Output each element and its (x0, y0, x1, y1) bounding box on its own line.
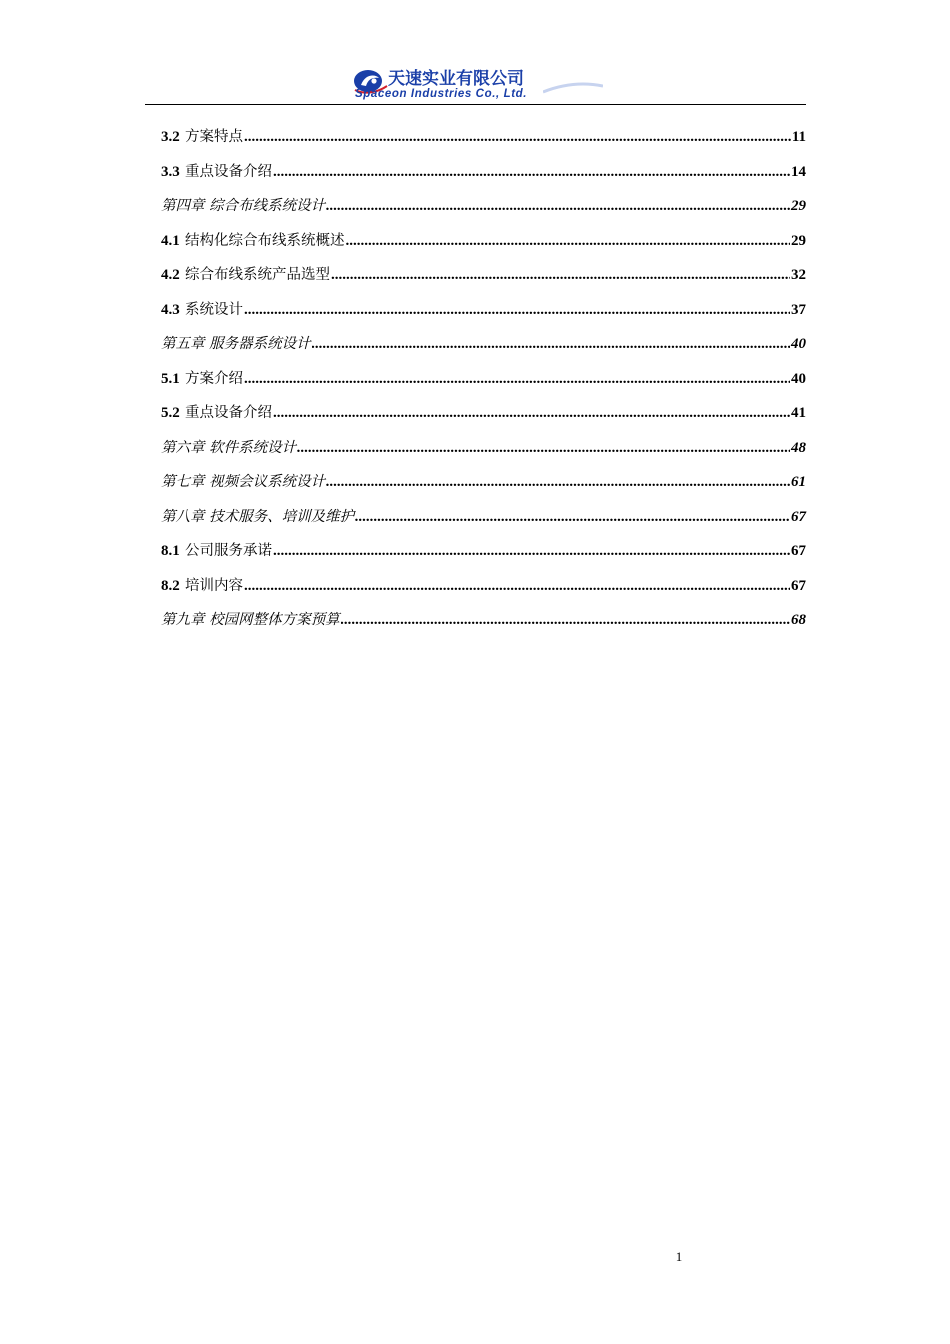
toc-dot-leader (273, 160, 790, 184)
toc-entry-number: 4.1 (161, 232, 180, 249)
toc-entry-label: 方案介绍 (184, 370, 243, 387)
toc-entry-title (161, 297, 243, 322)
toc-entry-page: 48 (791, 439, 806, 456)
toc-entry[interactable] (161, 607, 806, 642)
logo-chinese-name: 天速实业有限公司 (388, 69, 524, 89)
toc-entry-number: 8.1 (161, 543, 180, 559)
toc-entry-title (161, 262, 330, 287)
toc-entry-page: 37 (791, 301, 806, 318)
toc-entry-title (161, 400, 272, 425)
toc-dot-leader (297, 436, 790, 460)
toc-entry-page: 32 (791, 267, 806, 283)
header-divider (145, 104, 806, 105)
toc-entry-label: 第九章 校园网整体方案预算 (161, 612, 340, 628)
toc-entry-title (161, 469, 325, 494)
toc-entry-label: 重点设备介绍 (184, 405, 272, 421)
toc-dot-leader (326, 470, 790, 494)
toc-entry[interactable] (161, 366, 806, 401)
toc-entry-number: 4.3 (161, 301, 180, 318)
toc-entry[interactable] (161, 504, 806, 539)
logo-english-name: Spaceon Industries Co., Ltd. (355, 88, 528, 100)
toc-entry-title (161, 228, 344, 253)
toc-entry-title (161, 331, 311, 356)
toc-entry[interactable] (161, 435, 806, 470)
toc-entry-page: 67 (791, 508, 806, 525)
toc-entry-label: 系统设计 (184, 301, 243, 318)
toc-entry[interactable] (161, 193, 806, 228)
toc-entry-title (161, 607, 340, 632)
toc-dot-leader (244, 298, 790, 322)
toc-entry[interactable] (161, 400, 806, 435)
toc-entry-page: 68 (791, 612, 806, 628)
toc-entry-page: 14 (791, 163, 806, 180)
toc-dot-leader (326, 194, 790, 218)
toc-entry[interactable] (161, 573, 806, 608)
toc-dot-leader (273, 539, 790, 563)
toc-entry-number: 4.2 (161, 267, 180, 283)
toc-entry-page: 11 (791, 129, 806, 145)
toc-entry-label: 第五章 服务器系统设计 (161, 336, 311, 352)
toc-entry-label: 公司服务承诺 (184, 543, 272, 559)
toc-entry-label: 结构化综合布线系统概述 (184, 232, 345, 249)
toc-entry-number: 5.2 (161, 405, 180, 421)
company-logo (353, 68, 603, 102)
toc-entry-label: 综合布线系统产品选型 (184, 267, 330, 283)
toc-entry-page: 67 (791, 577, 806, 594)
page-header (145, 62, 806, 106)
toc-dot-leader (244, 367, 790, 391)
toc-entry-label: 重点设备介绍 (184, 163, 272, 180)
toc-entry-page: 40 (791, 370, 806, 387)
table-of-contents (161, 124, 806, 642)
toc-entry[interactable] (161, 469, 806, 504)
toc-dot-leader (244, 574, 790, 598)
toc-entry-title (161, 435, 296, 460)
toc-entry[interactable] (161, 297, 806, 332)
toc-entry-label: 方案特点 (184, 129, 243, 145)
logo-swoosh-decoration (543, 78, 603, 98)
toc-entry-number: 3.2 (161, 129, 180, 145)
toc-entry-label: 第四章 综合布线系统设计 (161, 198, 326, 214)
toc-entry-page: 67 (791, 543, 806, 559)
toc-entry[interactable] (161, 538, 806, 573)
toc-entry-page: 40 (791, 336, 806, 352)
page-number: 1 (675, 1249, 683, 1264)
toc-dot-leader (345, 229, 790, 253)
toc-entry-label: 第八章 技术服务、培训及维护 (161, 508, 355, 525)
toc-entry-page: 29 (791, 198, 806, 214)
toc-entry[interactable] (161, 159, 806, 194)
toc-dot-leader (244, 125, 791, 149)
toc-entry[interactable] (161, 228, 806, 263)
toc-entry-number: 8.2 (161, 577, 180, 594)
toc-entry-title (161, 124, 243, 149)
toc-entry-title (161, 193, 325, 218)
toc-entry-title (161, 504, 354, 529)
toc-entry-title (161, 159, 272, 184)
toc-entry-page: 41 (791, 405, 806, 421)
toc-entry-page: 29 (791, 232, 806, 249)
toc-entry[interactable] (161, 331, 806, 366)
toc-dot-leader (341, 608, 790, 632)
toc-entry-title (161, 538, 272, 563)
toc-entry-number: 5.1 (161, 370, 180, 387)
toc-dot-leader (312, 332, 790, 356)
toc-entry-title (161, 366, 243, 391)
toc-dot-leader (273, 401, 790, 425)
toc-entry-label: 第七章 视频会议系统设计 (161, 474, 326, 490)
toc-entry-label: 培训内容 (184, 577, 243, 594)
toc-entry-page: 61 (791, 474, 806, 490)
toc-entry[interactable] (161, 124, 806, 159)
toc-dot-leader (355, 505, 790, 529)
toc-entry-title (161, 573, 243, 598)
toc-entry-label: 第六章 软件系统设计 (161, 439, 297, 456)
toc-dot-leader (331, 263, 790, 287)
toc-entry-number: 3.3 (161, 163, 180, 180)
toc-entry[interactable] (161, 262, 806, 297)
